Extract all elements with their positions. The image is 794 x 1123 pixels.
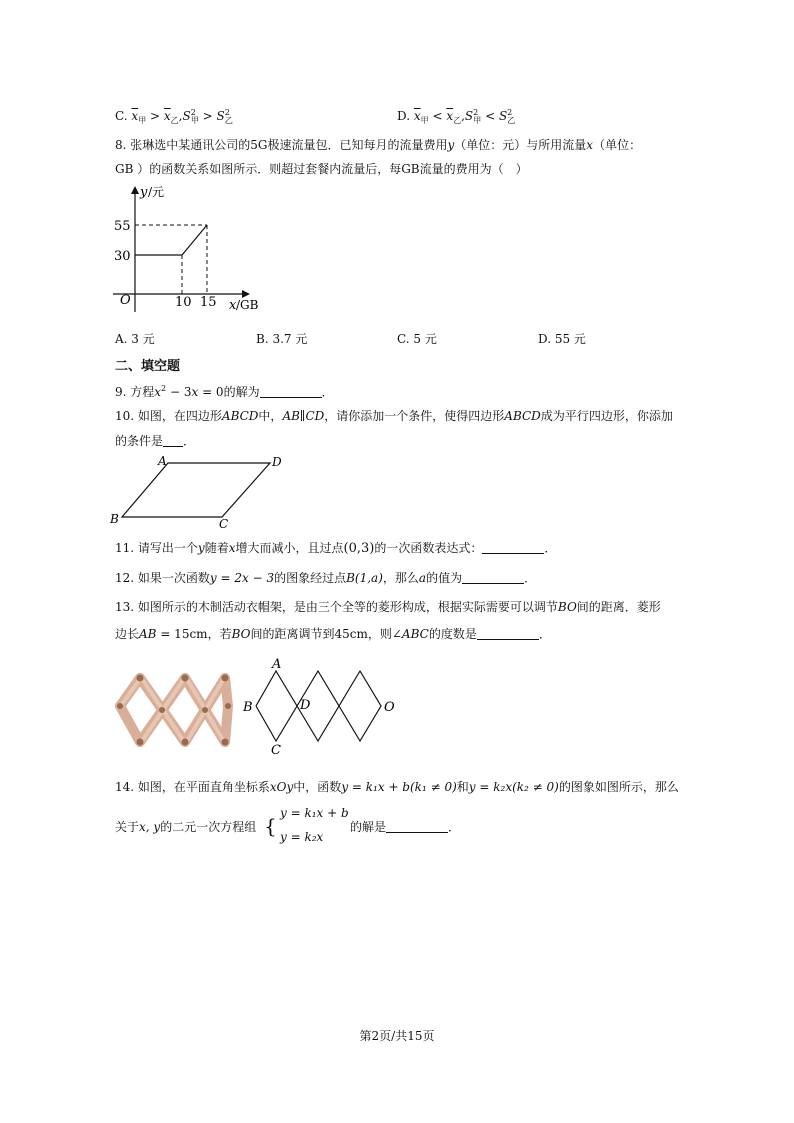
section-title: 二、填空题 bbox=[115, 359, 181, 374]
svg-text:C: C bbox=[219, 517, 229, 531]
graph-y-var: y bbox=[140, 185, 148, 200]
q8-line2: GB ）的函数关系如图所示．则超过套餐内流量后，每GB流量的费用为（ ） bbox=[115, 162, 528, 176]
graph-xtick-15: 15 bbox=[200, 295, 217, 310]
svg-text:D: D bbox=[300, 698, 311, 713]
page-footer: 第2页/共15页 bbox=[359, 1029, 435, 1043]
svg-text:C: C bbox=[271, 743, 281, 758]
svg-text:B: B bbox=[243, 700, 253, 715]
q14-line1: 14. 如图，在平面直角坐标系xOy中，函数y = k₁x + b(k₁ ≠ 0)和y = k₂x(k₂ ≠ 0)的图象如图所示，那么 bbox=[115, 780, 679, 794]
q8-option-d: D. 55 元 bbox=[538, 332, 586, 346]
q7-option-d: D. $\overline{x}_甲 < \overline{x}_乙,S^2_甲 < S^2_乙$ bbox=[397, 108, 516, 125]
q11: 11. 请写出一个y随着x增大而减小，且过点(0,3)的一次函数表达式： ． bbox=[115, 541, 557, 556]
q8-option-b: B. 3.7 元 bbox=[256, 332, 308, 346]
q9: 9. 方程$x^2 - 3x = 0$的解为 ． bbox=[115, 384, 334, 399]
graph-ytick-30: 30 bbox=[114, 249, 131, 264]
q8-option-a: A. 3 元 bbox=[115, 332, 155, 346]
q14-line2: 关于x, y的二元一次方程组 bbox=[115, 820, 257, 834]
q14-system-eq1: y = k₁x + b bbox=[280, 806, 349, 820]
graph-x-unit: /GB bbox=[236, 298, 259, 312]
graph-x-var: x bbox=[229, 298, 237, 313]
svg-text:O: O bbox=[384, 700, 395, 715]
q8-line1: 8. 张琳选中某通讯公司的5G极速流量包．已知每月的流量费用y（单位：元）与所用流量x（单位： bbox=[115, 138, 642, 152]
graph-y-unit: /元 bbox=[148, 185, 165, 199]
svg-text:D: D bbox=[272, 455, 282, 469]
q10-line2: 的条件是 ． bbox=[115, 434, 196, 448]
q14-line2-tail: 的解是 ． bbox=[350, 820, 461, 834]
graph-origin: O bbox=[120, 293, 131, 308]
graph-xtick-10: 10 bbox=[175, 295, 192, 310]
svg-text:A: A bbox=[272, 657, 282, 672]
q12: 12. 如果一次函数y = 2x − 3的图象经过点B(1,a)，那么a的值为 ． bbox=[115, 571, 537, 585]
q13-line2: 边长AB = 15cm，若BO间的距离调节到45cm，则∠ABC的度数是 ． bbox=[115, 627, 551, 641]
q8-option-c: C. 5 元 bbox=[397, 332, 437, 346]
q10-line1: 10. 如图，在四边形ABCD中，AB∥CD，请你添加一个条件，使得四边形ABCD成为平行四边形，你添加 bbox=[115, 409, 673, 423]
q14-answer-blank bbox=[386, 820, 448, 833]
q14-system-brace: { bbox=[264, 814, 277, 838]
q13-line1: 13. 如图所示的木制活动衣帽架，是由三个全等的菱形构成，根据实际需要可以调节BO间的距离．菱形 bbox=[115, 600, 661, 614]
svg-text:A: A bbox=[158, 454, 167, 468]
q14-system-eq2: y = k₂x bbox=[280, 830, 324, 844]
graph-ytick-55: 55 bbox=[114, 219, 131, 234]
q7-option-c: C. $\overline{x}_甲 > \overline{x}_乙,S^2_甲 > S^2_乙$ bbox=[115, 108, 233, 125]
svg-text:B: B bbox=[110, 512, 119, 526]
